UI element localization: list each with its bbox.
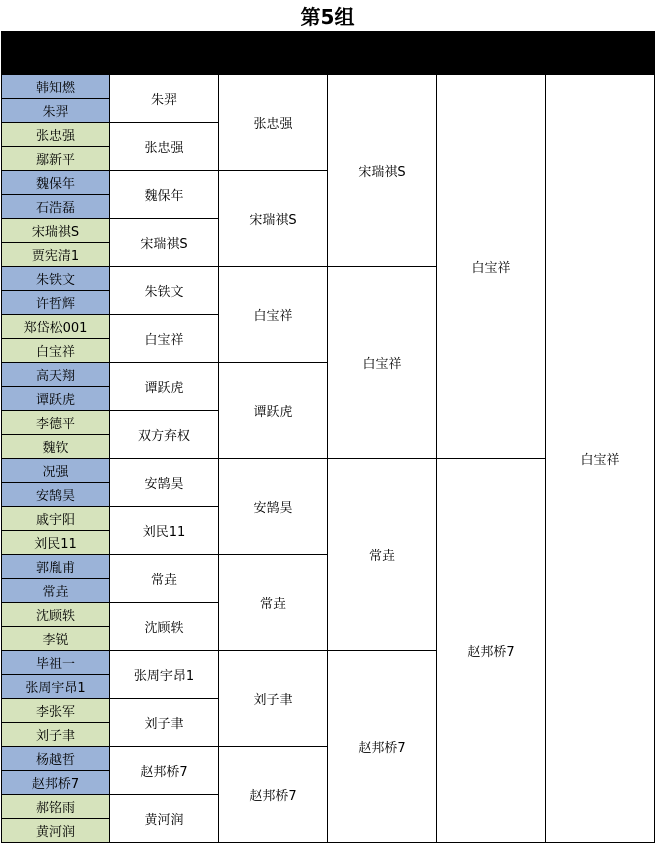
- round2-player: 张周宇昂1: [110, 651, 219, 699]
- round1-player: 黄河润: [2, 819, 110, 843]
- round1-player: 毕祖一: [2, 651, 110, 675]
- round1-player: 张周宇昂1: [2, 675, 110, 699]
- round2-player: 黄河润: [110, 795, 219, 843]
- round1-player: 赵邦桥7: [2, 771, 110, 795]
- round1-player: 况强: [2, 459, 110, 483]
- round1-player: 李锐: [2, 627, 110, 651]
- round1-player: 贾宪清1: [2, 243, 110, 267]
- header-round-4: 第四轮 2月26日19：00: [328, 32, 437, 75]
- round2-player: 刘子聿: [110, 699, 219, 747]
- round1-player: 白宝祥: [2, 339, 110, 363]
- round1-player: 许哲辉: [2, 291, 110, 315]
- bracket-table: [1, 31, 655, 843]
- round2-player: 双方弃权: [110, 411, 219, 459]
- round4-player: 宋瑞祺S: [328, 75, 437, 267]
- round1-player: 郑岱松001: [2, 315, 110, 339]
- round3-player: 常垚: [219, 555, 328, 651]
- round2-player: 魏保年: [110, 171, 219, 219]
- round1-player: 魏钦: [2, 435, 110, 459]
- round1-player: 韩知燃: [2, 75, 110, 99]
- round5-player: 赵邦桥7: [437, 459, 546, 843]
- round1-player: 石浩磊: [2, 195, 110, 219]
- round1-player: 戚宇阳: [2, 507, 110, 531]
- round2-player: 宋瑞祺S: [110, 219, 219, 267]
- round1-player: 常垚: [2, 579, 110, 603]
- header-advance: 出线: [546, 32, 655, 75]
- round2-player: 朱羿: [110, 75, 219, 123]
- round3-player: 宋瑞祺S: [219, 171, 328, 267]
- round2-player: 白宝祥: [110, 315, 219, 363]
- round4-player: 白宝祥: [328, 267, 437, 459]
- round4-player: 赵邦桥7: [328, 651, 437, 843]
- round1-player: 郭胤甫: [2, 555, 110, 579]
- round2-player: 刘民11: [110, 507, 219, 555]
- round3-player: 赵邦桥7: [219, 747, 328, 843]
- round1-player: 朱羿: [2, 99, 110, 123]
- round2-player: 朱铁文: [110, 267, 219, 315]
- round1-player: 李张军: [2, 699, 110, 723]
- round4-player: 常垚: [328, 459, 437, 651]
- round1-player: 张忠强: [2, 123, 110, 147]
- header-row: [2, 32, 655, 75]
- round3-player: 白宝祥: [219, 267, 328, 363]
- header-round-1: 第一轮 2月23日19：00: [2, 32, 110, 75]
- round1-player: 刘子聿: [2, 723, 110, 747]
- round1-player: 宋瑞祺S: [2, 219, 110, 243]
- bracket-row: [2, 75, 655, 99]
- round1-player: 魏保年: [2, 171, 110, 195]
- header-round-5: 第五轮 2月27日19：00: [437, 32, 546, 75]
- round2-player: 常垚: [110, 555, 219, 603]
- round3-player: 谭跃虎: [219, 363, 328, 459]
- header-round-3: 第三轮 2月25日19：00: [219, 32, 328, 75]
- page-title: 第5组: [300, 5, 355, 29]
- round1-player: 高天翔: [2, 363, 110, 387]
- advance-winner: 白宝祥: [546, 75, 655, 843]
- header-round-2: 第二轮 2月24日19：00: [110, 32, 219, 75]
- round3-player: 刘子聿: [219, 651, 328, 747]
- round1-player: 谭跃虎: [2, 387, 110, 411]
- round1-player: 刘民11: [2, 531, 110, 555]
- round2-player: 谭跃虎: [110, 363, 219, 411]
- round5-player: 白宝祥: [437, 75, 546, 459]
- round1-player: 朱铁文: [2, 267, 110, 291]
- round3-player: 张忠强: [219, 75, 328, 171]
- round1-player: 李德平: [2, 411, 110, 435]
- round1-player: 沈顾轶: [2, 603, 110, 627]
- round3-player: 安鹄昊: [219, 459, 328, 555]
- round1-player: 杨越哲: [2, 747, 110, 771]
- round2-player: 安鹄昊: [110, 459, 219, 507]
- round1-player: 郝铭雨: [2, 795, 110, 819]
- round1-player: 安鹄昊: [2, 483, 110, 507]
- round2-player: 张忠强: [110, 123, 219, 171]
- round2-player: 沈顾轶: [110, 603, 219, 651]
- round1-player: 鄢新平: [2, 147, 110, 171]
- round2-player: 赵邦桥7: [110, 747, 219, 795]
